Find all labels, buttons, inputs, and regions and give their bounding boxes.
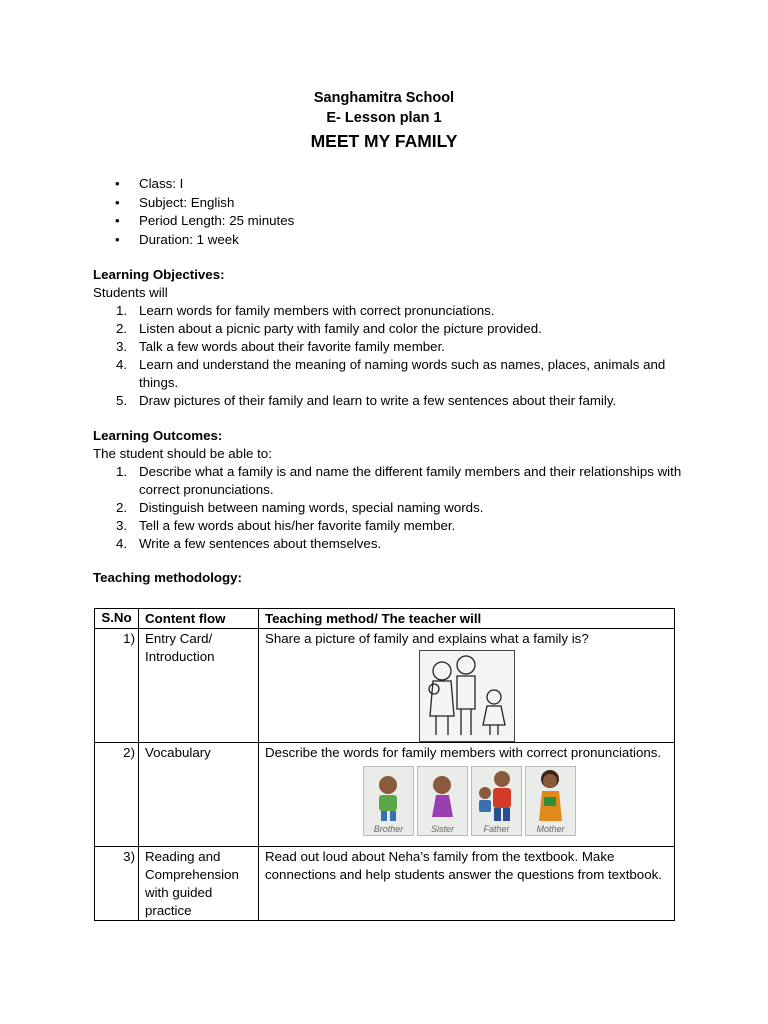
outcomes-intro: The student should be able to: — [93, 446, 272, 461]
item-number: 3. — [116, 518, 128, 533]
method-text: Describe the words for family members with correct pronunciations. — [265, 745, 662, 760]
father-figure — [472, 767, 521, 823]
sister-figure — [418, 767, 467, 823]
table-row — [95, 743, 675, 847]
item-text: Listen about a picnic party with family and color the picture provided. — [139, 321, 542, 336]
list-item — [93, 356, 699, 392]
info-subject: • Subject: English — [93, 194, 294, 213]
info-period-length: • Period Length: 25 minutes — [93, 212, 294, 231]
item-number: 4. — [116, 357, 128, 372]
vocab-label: Father — [483, 824, 510, 834]
brother-figure — [364, 767, 413, 823]
mother-figure — [526, 767, 575, 823]
vocab-card-brother — [363, 766, 414, 836]
column-header-teaching-method: Teaching method/ The teacher will — [259, 609, 675, 629]
list-item — [93, 338, 699, 356]
family-illustration — [419, 650, 515, 742]
vocabulary-cards — [363, 766, 668, 836]
item-text: Distinguish between naming words, special naming words. — [139, 500, 484, 515]
info-class: • Class: I — [93, 175, 294, 194]
school-name: Sanghamitra School — [313, 90, 455, 106]
methodology-heading: Teaching methodology: — [93, 570, 242, 585]
table-header-row — [95, 609, 675, 629]
item-number: 4. — [116, 536, 128, 551]
list-item — [93, 517, 699, 535]
vocab-card-sister — [417, 766, 468, 836]
list-item — [93, 320, 699, 338]
list-item — [93, 535, 699, 553]
list-item — [93, 499, 699, 517]
row-sno: 2) — [95, 743, 139, 847]
item-number: 2. — [116, 500, 128, 515]
item-number: 1. — [116, 303, 128, 318]
family-drawing — [420, 651, 514, 741]
objectives-heading: Learning Objectives: — [93, 267, 225, 282]
item-number: 3. — [116, 339, 128, 354]
table-row — [95, 629, 675, 743]
row-sno: 3) — [95, 847, 139, 921]
row-content-flow: Vocabulary — [139, 743, 259, 847]
item-text: Write a few sentences about themselves. — [139, 536, 382, 551]
objectives-intro: Students will — [93, 285, 168, 300]
learning-outcomes — [93, 427, 693, 553]
info-duration: • Duration: 1 week — [93, 231, 294, 250]
row-teaching-method — [259, 629, 675, 743]
row-content-flow: Entry Card/ Introduction — [139, 629, 259, 743]
item-text: Talk a few words about their favorite family member. — [139, 339, 445, 354]
column-header-content-flow: Content flow — [139, 609, 259, 629]
outcomes-list — [93, 463, 693, 553]
row-teaching-method — [259, 743, 675, 847]
page-title: MEET MY FAMILY — [310, 131, 458, 151]
item-text: Learn words for family members with correct pronunciations. — [139, 303, 495, 318]
lesson-plan-number: E- Lesson plan 1 — [326, 110, 442, 126]
vocab-label: Sister — [430, 824, 454, 834]
list-item — [93, 392, 699, 410]
course-info-list — [93, 175, 294, 249]
item-text: Tell a few words about his/her favorite family member. — [139, 518, 456, 533]
item-number: 5. — [116, 393, 128, 408]
vocab-label: Mother — [536, 824, 565, 834]
vocab-label: Brother — [373, 824, 404, 834]
teaching-methodology-table — [94, 608, 675, 921]
method-text: Share a picture of family and explains what a family is? — [265, 631, 589, 646]
table-row — [95, 847, 675, 921]
row-content-flow: Reading and Comprehension with guided practice — [139, 847, 259, 921]
row-teaching-method: Read out loud about Neha’s family from the textbook. Make connections and help students answer the questions from textbook. — [259, 847, 675, 921]
learning-objectives — [93, 266, 693, 410]
row-sno: 1) — [95, 629, 139, 743]
column-header-sno: S.No — [95, 609, 139, 629]
objectives-list — [93, 302, 693, 410]
item-text: Draw pictures of their family and learn to write a few sentences about their family. — [139, 393, 617, 408]
list-item — [93, 463, 699, 499]
item-text: Learn and understand the meaning of naming words such as names, places, animals and things. — [139, 357, 666, 390]
item-text: Describe what a family is and name the different family members and their relationships with correct pronunciations. — [139, 464, 682, 497]
item-number: 2. — [116, 321, 128, 336]
vocab-card-mother — [525, 766, 576, 836]
item-number: 1. — [116, 464, 128, 479]
outcomes-heading: Learning Outcomes: — [93, 428, 223, 443]
vocab-card-father — [471, 766, 522, 836]
list-item — [93, 302, 699, 320]
